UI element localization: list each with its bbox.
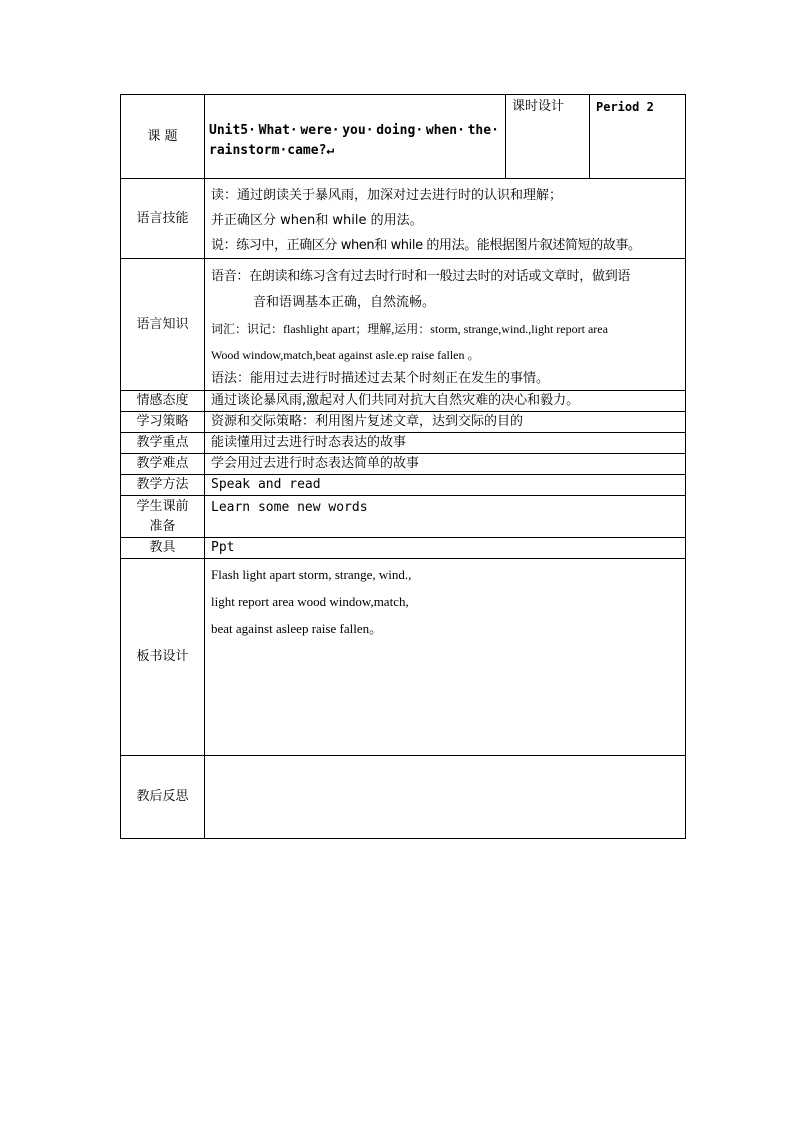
tools-value: Ppt xyxy=(205,538,686,559)
skills-line: 并正确区分 when和 while 的用法。 xyxy=(211,213,423,228)
key-points-label: 教学重点 xyxy=(121,433,205,454)
preparation-row xyxy=(121,496,686,538)
preparation-label-line: 准备 xyxy=(149,518,176,534)
reflection-label: 教后反思 xyxy=(121,756,205,839)
preparation-value: Learn some new words xyxy=(205,496,686,538)
unit-title xyxy=(205,95,506,179)
header-row xyxy=(121,95,686,179)
title-word: Unit5· xyxy=(209,123,256,138)
attitude-value: 通过谈论暴风雨,激起对人们共同对抗大自然灾难的决心和毅力。 xyxy=(205,391,686,412)
unit-title-line-2: rainstorm·came?↵ xyxy=(209,143,335,158)
reflection-row xyxy=(121,756,686,839)
board-content xyxy=(205,559,686,756)
board-line: beat against asleep raise fallen。 xyxy=(211,621,383,636)
strategy-label: 学习策略 xyxy=(121,412,205,433)
vocabulary-line: Wood window,match,beat against asle.ep raise fallen 。 xyxy=(211,348,480,362)
reflection-value xyxy=(205,756,686,839)
pronunciation-line: 音和语调基本正确，自然流畅。 xyxy=(253,295,436,310)
title-word: What· xyxy=(258,123,298,138)
method-label: 教学方法 xyxy=(121,475,205,496)
method-value: Speak and read xyxy=(205,475,686,496)
strategy-value: 资源和交际策略：利用图片复述文章，达到交际的目的 xyxy=(205,412,686,433)
title-word: when· xyxy=(425,123,465,138)
tools-row xyxy=(121,538,686,559)
grammar-line: 语法：能用过去进行时描述过去某个时刻正在发生的事情。 xyxy=(211,371,550,386)
method-row xyxy=(121,475,686,496)
board-label: 板书设计 xyxy=(121,559,205,756)
vocabulary-line: 词汇：识记：flashlight apart；理解,运用：storm, strange,wind.,light report area xyxy=(211,322,608,336)
knowledge-row xyxy=(121,259,686,391)
skills-line: 读：通过朗读关于暴风雨，加深对过去进行时的认识和理解； xyxy=(211,188,563,203)
tools-label: 教具 xyxy=(121,538,205,559)
pronunciation-line: 语音：在朗读和练习含有过去时行时和一般过去时的对话或文章时，做到语 xyxy=(211,269,631,284)
board-row xyxy=(121,559,686,756)
title-word: you· xyxy=(342,123,374,138)
title-word: were· xyxy=(300,123,340,138)
knowledge-content xyxy=(205,259,686,391)
period-value: Period 2 xyxy=(590,95,686,179)
board-line: light report area wood window,match, xyxy=(211,594,409,609)
skills-row xyxy=(121,179,686,259)
difficulties-label: 教学难点 xyxy=(121,454,205,475)
strategy-row xyxy=(121,412,686,433)
board-line: Flash light apart storm, strange, wind., xyxy=(211,567,412,582)
title-word: the· xyxy=(467,123,499,138)
key-points-value: 能读懂用过去进行时态表达的故事 xyxy=(205,433,686,454)
skills-line: 说：练习中，正确区分 when和 while 的用法。能根据图片叙述简短的故事。 xyxy=(211,238,641,253)
lesson-plan-table xyxy=(120,94,686,839)
skills-content xyxy=(205,179,686,259)
attitude-label: 情感态度 xyxy=(121,391,205,412)
lesson-design-label: 课时设计 xyxy=(506,95,590,179)
preparation-label xyxy=(121,496,205,538)
difficulties-row xyxy=(121,454,686,475)
skills-label: 语言技能 xyxy=(121,179,205,259)
preparation-label-line: 学生课前 xyxy=(136,498,189,514)
knowledge-label: 语言知识 xyxy=(121,259,205,391)
topic-label: 课 题 xyxy=(121,95,205,179)
title-word: doing· xyxy=(376,123,424,138)
attitude-row xyxy=(121,391,686,412)
difficulties-value: 学会用过去进行时态表达简单的故事 xyxy=(205,454,686,475)
unit-title-line-1 xyxy=(209,121,499,141)
key-points-row xyxy=(121,433,686,454)
